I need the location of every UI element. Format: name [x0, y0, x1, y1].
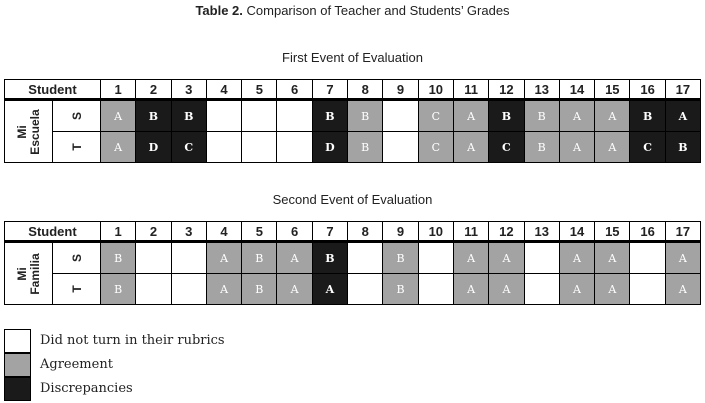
- grade-row-s: [5, 100, 701, 132]
- student-number: 15: [595, 222, 630, 242]
- student-number: 3: [171, 222, 206, 242]
- grade-cell: B: [665, 132, 700, 163]
- student-number: 17: [665, 222, 700, 242]
- caption-text: Comparison of Teacher and Students’ Grades: [246, 3, 510, 18]
- grade-cell: B: [524, 132, 559, 163]
- grade-row-t: [5, 274, 701, 305]
- student-number: 2: [136, 222, 171, 242]
- grade-cell: A: [665, 100, 700, 132]
- grade-cell: A: [559, 100, 594, 132]
- student-number: 8: [348, 80, 383, 100]
- grade-cell: [242, 100, 277, 132]
- second-event-table: [4, 221, 701, 305]
- grade-cell: [171, 274, 206, 305]
- header-row: [5, 80, 701, 100]
- grade-cell: B: [524, 100, 559, 132]
- grade-cell: [418, 242, 453, 274]
- grade-cell: D: [136, 132, 171, 163]
- student-number: 5: [242, 222, 277, 242]
- grade-cell: D: [312, 132, 347, 163]
- student-header: Student: [5, 222, 101, 242]
- grade-cell: A: [665, 242, 700, 274]
- student-number: 9: [383, 80, 418, 100]
- grade-cell: A: [559, 274, 594, 305]
- grade-cell: A: [453, 100, 488, 132]
- grade-cell: B: [242, 274, 277, 305]
- grade-cell: A: [101, 100, 136, 132]
- student-number: 9: [383, 222, 418, 242]
- grade-cell: [136, 274, 171, 305]
- student-number: 4: [206, 222, 241, 242]
- grade-cell: [277, 100, 312, 132]
- grade-cell: [206, 100, 241, 132]
- school-name-line: Mi: [14, 124, 29, 139]
- grade-cell: [171, 242, 206, 274]
- legend-swatch: [4, 329, 31, 353]
- grade-cell: C: [630, 132, 665, 163]
- grade-cell: [348, 242, 383, 274]
- student-number: 1: [101, 80, 136, 100]
- grade-cell: [524, 274, 559, 305]
- student-number: 7: [312, 80, 347, 100]
- grade-cell: [630, 274, 665, 305]
- grade-cell: C: [418, 132, 453, 163]
- student-number: 11: [453, 80, 488, 100]
- legend-label: Did not turn in their rubrics: [40, 333, 225, 348]
- row-label: [53, 100, 101, 132]
- school-name: [5, 100, 53, 163]
- school-name: [5, 242, 53, 305]
- grade-cell: B: [242, 242, 277, 274]
- grade-cell: [418, 274, 453, 305]
- row-label: [53, 242, 101, 274]
- grade-row-t: [5, 132, 701, 163]
- student-number: 16: [630, 80, 665, 100]
- grade-cell: [630, 242, 665, 274]
- grade-cell: A: [453, 274, 488, 305]
- grade-cell: A: [206, 242, 241, 274]
- grade-cell: B: [136, 100, 171, 132]
- grade-cell: B: [312, 100, 347, 132]
- grade-cell: B: [348, 100, 383, 132]
- row-label-text: S: [69, 111, 84, 121]
- school-name-line: Mi: [14, 266, 29, 281]
- student-number: 11: [453, 222, 488, 242]
- student-number: 4: [206, 80, 241, 100]
- student-number: 14: [559, 80, 594, 100]
- grade-cell: A: [101, 132, 136, 163]
- header-row: [5, 222, 701, 242]
- legend-swatch: [4, 377, 31, 401]
- grade-cell: B: [101, 242, 136, 274]
- school-name-line: Escuela: [27, 108, 42, 155]
- first-event-title: First Event of Evaluation: [282, 50, 423, 65]
- grade-cell: A: [595, 242, 630, 274]
- grade-cell: [383, 132, 418, 163]
- grade-cell: [383, 100, 418, 132]
- student-number: 1: [101, 222, 136, 242]
- grade-cell: A: [595, 132, 630, 163]
- student-number: 8: [348, 222, 383, 242]
- grade-cell: A: [665, 274, 700, 305]
- row-label: [53, 132, 101, 163]
- legend-swatch: [4, 353, 31, 377]
- grade-cell: [136, 242, 171, 274]
- student-number: 16: [630, 222, 665, 242]
- row-label-text: S: [69, 253, 84, 263]
- grade-cell: [206, 132, 241, 163]
- grade-cell: B: [101, 274, 136, 305]
- student-number: 10: [418, 222, 453, 242]
- grade-cell: A: [312, 274, 347, 305]
- row-label-text: T: [69, 143, 84, 151]
- grade-cell: A: [595, 100, 630, 132]
- grade-cell: A: [559, 132, 594, 163]
- grade-cell: A: [595, 274, 630, 305]
- grade-cell: C: [489, 132, 524, 163]
- student-number: 6: [277, 80, 312, 100]
- grade-cell: B: [348, 132, 383, 163]
- grade-cell: A: [453, 132, 488, 163]
- student-number: 5: [242, 80, 277, 100]
- table-caption: [0, 3, 705, 18]
- grade-cell: A: [453, 242, 488, 274]
- grade-cell: B: [312, 242, 347, 274]
- grade-cell: B: [489, 100, 524, 132]
- grade-cell: B: [383, 242, 418, 274]
- legend-label: Agreement: [40, 357, 113, 372]
- student-number: 10: [418, 80, 453, 100]
- first-event-table: [4, 79, 701, 163]
- grade-cell: B: [171, 100, 206, 132]
- grade-cell: C: [171, 132, 206, 163]
- student-number: 12: [489, 80, 524, 100]
- student-number: 15: [595, 80, 630, 100]
- grade-cell: C: [418, 100, 453, 132]
- student-number: 2: [136, 80, 171, 100]
- grade-cell: [348, 274, 383, 305]
- school-name-line: Familia: [27, 252, 42, 295]
- grade-cell: [277, 132, 312, 163]
- grade-cell: [524, 242, 559, 274]
- student-number: 14: [559, 222, 594, 242]
- grade-cell: B: [383, 274, 418, 305]
- grade-cell: [242, 132, 277, 163]
- row-label-text: T: [69, 285, 84, 293]
- grade-cell: A: [277, 242, 312, 274]
- grade-cell: A: [559, 242, 594, 274]
- caption-label: Table 2.: [195, 3, 243, 18]
- student-number: 13: [524, 80, 559, 100]
- student-header: Student: [5, 80, 101, 100]
- student-number: 12: [489, 222, 524, 242]
- second-event-title: Second Event of Evaluation: [272, 192, 433, 207]
- legend-label: Discrepancies: [40, 381, 133, 396]
- student-number: 3: [171, 80, 206, 100]
- student-number: 7: [312, 222, 347, 242]
- student-number: 13: [524, 222, 559, 242]
- grade-row-s: [5, 242, 701, 274]
- grade-cell: A: [489, 274, 524, 305]
- grade-cell: A: [277, 274, 312, 305]
- student-number: 6: [277, 222, 312, 242]
- grade-cell: A: [489, 242, 524, 274]
- row-label: [53, 274, 101, 305]
- grade-cell: A: [206, 274, 241, 305]
- grade-cell: B: [630, 100, 665, 132]
- student-number: 17: [665, 80, 700, 100]
